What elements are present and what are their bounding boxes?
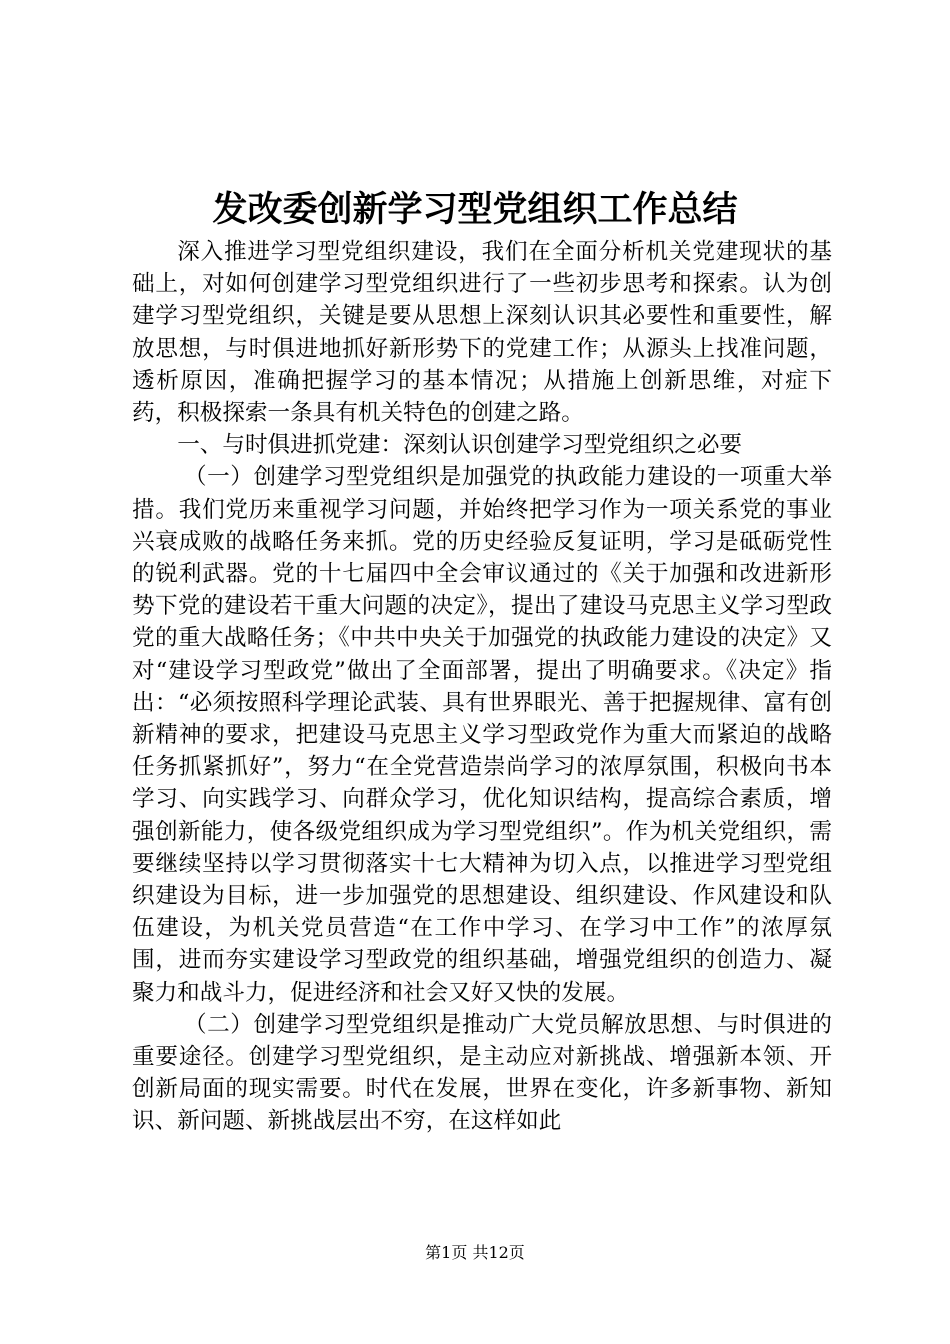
document-title: 发改委创新学习型党组织工作总结 xyxy=(212,190,738,230)
document-body xyxy=(132,236,832,1138)
section-heading: 一、与时俱进抓党建：深刻认识创建学习型党组织之必要 xyxy=(177,432,743,459)
page-number: 第1页 共12页 xyxy=(425,1243,525,1262)
intro-paragraph: 深入推进学习型党组织建设，我们在全面分析机关党建现状的基础上，对如何创建学习型党组织进行了一些初步思考和探索。认为创建学习型党组织，关键是要从思想上深刻认识其必要性和重要性，解放思想，与时俱进地抓好新形势下的党建工作；从源头上找准问题，透析原因，准确把握学习的基本情况；从措施上创新思维，对症下药，积极探索一条具有机关特色的创建之路。 xyxy=(132,239,832,427)
subsection-paragraph-1: （一）创建学习型党组织是加强党的执政能力建设的一项重大举措。我们党历来重视学习问题，并始终把学习作为一项关系党的事业兴衰成败的战略任务来抓。党的历史经验反复证明，学习是砥砺党性的锐利武器。党的十七届四中全会审议通过的《关于加强和改进新形势下党的建设若干重大问题的决定》，提出了建设马克思主义学习型政党的重大战略任务；《中共中央关于加强党的执政能力建设的决定》又对“建设学习型政党”做出了全面部署，提出了明确要求。《决定》指出：“必须按照科学理论武装、具有世界眼光、善于把握规律、富有创新精神的要求，把建设马克思主义学习型政党作为重大而紧迫的战略任务抓紧抓好”，努力“在全党营造崇尚学习的浓厚氛围，积极向书本学习、向实践学习、向群众学习，优化知识结构，提高综合素质，增强创新能力，使各级党组织成为学习型党组织”。作为机关党组织，需要继续坚持以学习贯彻落实十七大精神为切入点，以推进学习型党组织建设为目标，进一步加强党的思想建设、组织建设、作风建设和队伍建设，为机关党员营造“在工作中学习、在学习中工作”的浓厚氛围，进而夯实建设学习型政党的组织基础，增强党组织的创造力、凝聚力和战斗力，促进经济和社会又好又快的发展。 xyxy=(132,464,832,1006)
subsection-paragraph-2: （二）创建学习型党组织是推动广大党员解放思想、与时俱进的重要途径。创建学习型党组织，是主动应对新挑战、增强新本领、开创新局面的现实需要。时代在发展，世界在变化，许多新事物、新知识、新问题、新挑战层出不穷，在这样如此 xyxy=(132,1011,832,1135)
